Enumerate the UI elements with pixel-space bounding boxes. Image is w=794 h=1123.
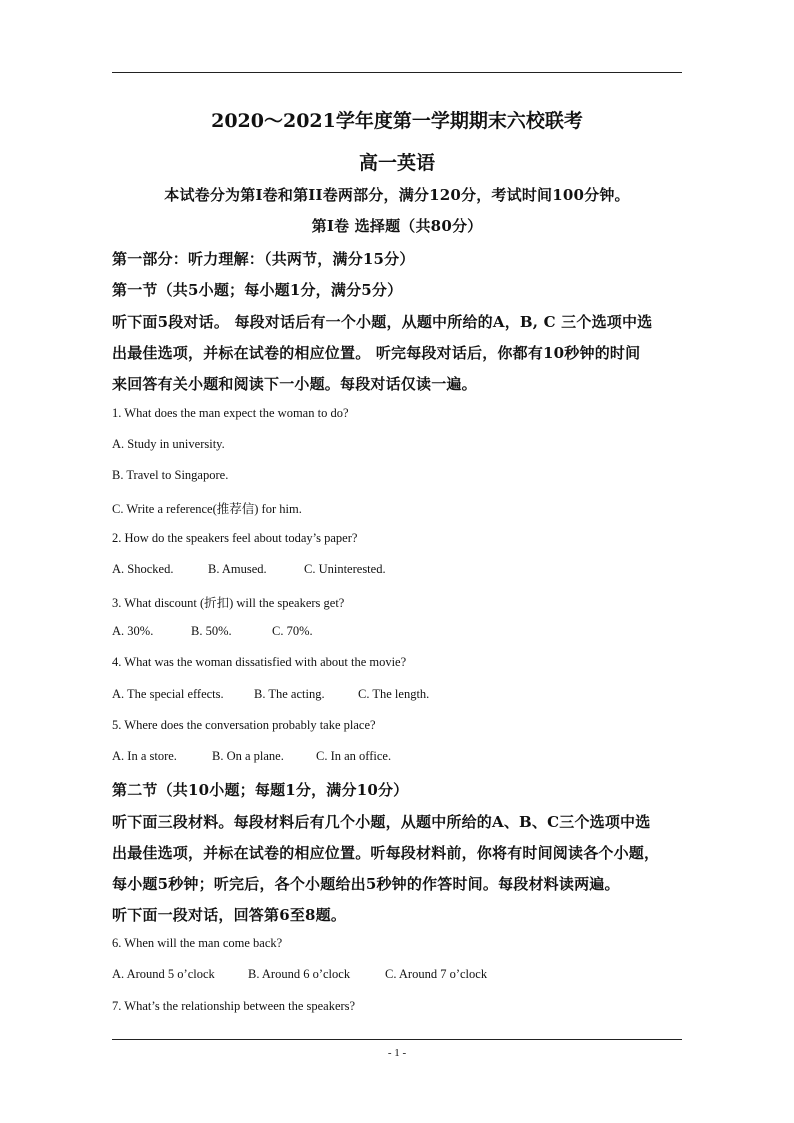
question-1-option-b: B. Travel to Singapore.	[112, 468, 229, 482]
option-a: A. Around 5 o’clock	[112, 967, 215, 981]
exam-intro: 本试卷分为第I卷和第II卷两部分，满分120分，考试时间100分钟。	[164, 186, 630, 204]
question-4-options	[112, 687, 429, 702]
section2-instruction-4: 听下面一段对话，回答第6至8题。	[112, 906, 347, 924]
section1-heading: 第一节（共5小题；每小题1分，满分5分）	[112, 281, 403, 299]
top-rule	[112, 72, 682, 73]
question-5-options	[112, 749, 391, 764]
option-c: C. In an office.	[316, 749, 392, 763]
page-number: - 1 -	[387, 1047, 407, 1059]
question-2-options	[112, 562, 386, 577]
option-a: A. Shocked.	[112, 562, 174, 576]
section2-heading: 第二节（共10小题；每题1分，满分10分）	[112, 781, 409, 799]
option-a: A. 30%.	[112, 624, 154, 638]
question-4: 4. What was the woman dissatisfied with about the movie?	[112, 655, 407, 669]
bottom-rule	[112, 1039, 682, 1040]
subject-title: 高一英语	[358, 152, 435, 174]
volume-title: 第I卷 选择题（共80分）	[311, 217, 483, 235]
option-c: C. The length.	[358, 687, 430, 701]
question-1-option-a: A. Study in university.	[112, 437, 225, 451]
section2-instruction-1: 听下面三段材料。每段材料后有几个小题，从题中所给的A、B、C三个选项中选	[112, 813, 651, 831]
section2-instruction-3: 每小题5秒钟；听完后，各个小题给出5秒钟的作答时间。每段材料读两遍。	[112, 875, 620, 893]
section1-instruction-1: 听下面5段对话。 每段对话后有一个小题，从题中所给的A，B, C 三个选项中选	[112, 313, 653, 331]
question-1-option-c: C. Write a reference(推荐信) for him.	[112, 502, 302, 516]
question-5: 5. Where does the conversation probably take place?	[112, 718, 376, 732]
section1-instruction-3: 来回答有关小题和阅读下一小题。每段对话仅读一遍。	[112, 375, 477, 393]
section1-instruction-2: 出最佳选项，并标在试卷的相应位置。 听完每段对话后，你都有10秒钟的时间	[112, 344, 641, 362]
option-c: C. Around 7 o’clock	[385, 967, 488, 981]
option-b: B. 50%.	[191, 624, 232, 638]
question-6: 6. When will the man come back?	[112, 936, 283, 950]
question-1: 1. What does the man expect the woman to do?	[112, 406, 349, 420]
part1-heading: 第一部分：听力理解：（共两节，满分15分）	[112, 250, 415, 268]
option-a: A. The special effects.	[112, 687, 224, 701]
option-b: B. Around 6 o’clock	[248, 967, 351, 981]
option-c: C. Uninterested.	[304, 562, 386, 576]
question-6-options	[112, 967, 487, 982]
option-b: B. On a plane.	[212, 749, 284, 763]
section2-instruction-2: 出最佳选项，并标在试卷的相应位置。听每段材料前，你将有时间阅读各个小题，	[112, 844, 660, 862]
question-7: 7. What’s the relationship between the speakers?	[112, 999, 356, 1013]
question-3-options	[112, 624, 313, 639]
option-a: A. In a store.	[112, 749, 177, 763]
question-2: 2. How do the speakers feel about today’s paper?	[112, 531, 358, 545]
option-b: B. Amused.	[208, 562, 267, 576]
option-c: C. 70%.	[272, 624, 313, 638]
exam-title: 2020～2021学年度第一学期期末六校联考	[211, 110, 583, 132]
option-b: B. The acting.	[254, 687, 325, 701]
question-3: 3. What discount (折扣) will the speakers get?	[112, 596, 345, 610]
